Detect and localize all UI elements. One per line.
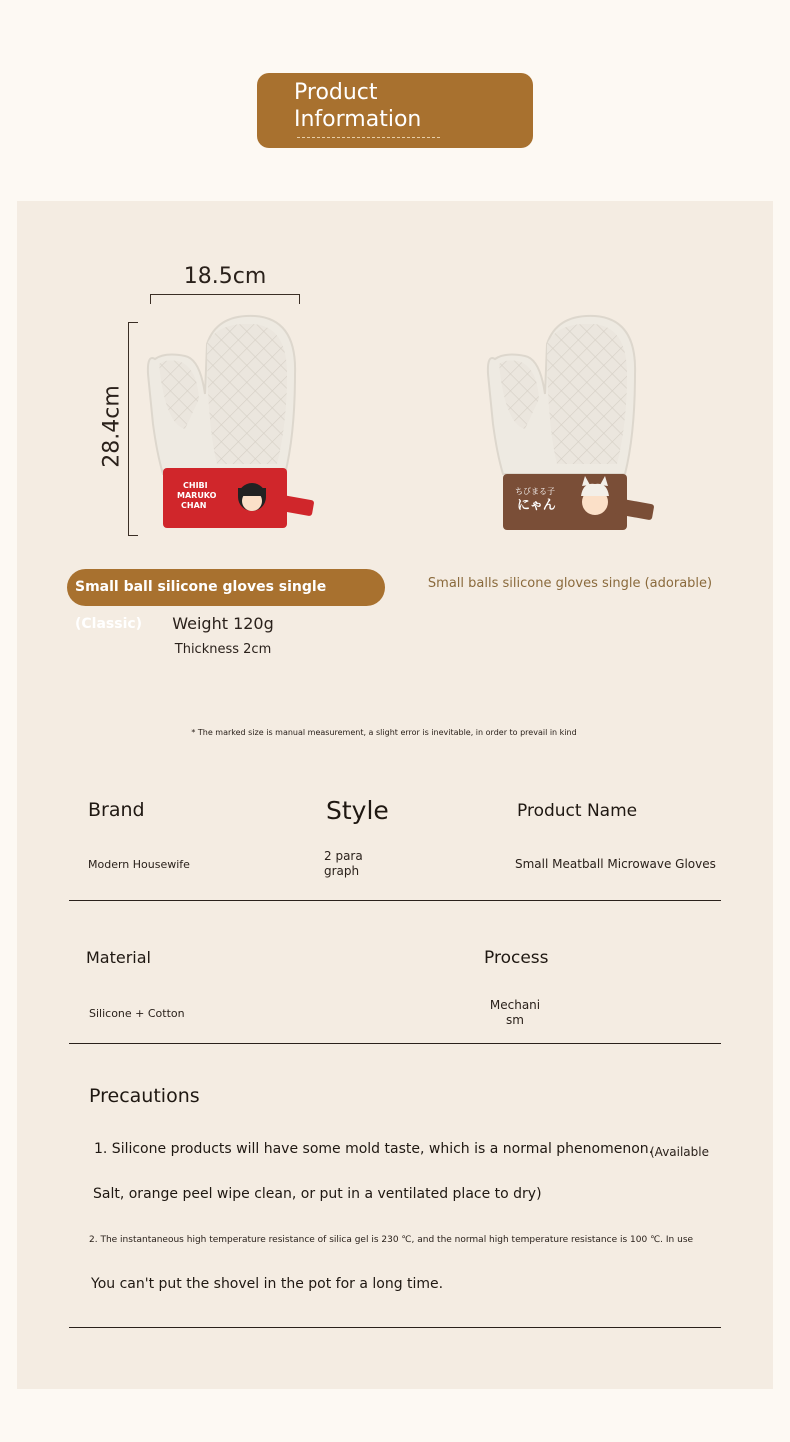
table-divider (69, 1043, 721, 1044)
brand-label: Brand (88, 799, 145, 821)
brand-value: Modern Housewife (88, 858, 190, 871)
process-value: Mechani sm (489, 998, 541, 1027)
glove-classic-image (145, 314, 320, 534)
badge-dashed-underline (297, 137, 440, 138)
svg-text:CHAN: CHAN (181, 501, 207, 510)
precautions-divider (69, 1327, 721, 1328)
product-name-value: Small Meatball Microwave Gloves (515, 857, 716, 871)
height-dimension-label: 28.4cm (99, 385, 125, 468)
thickness-spec: Thickness 2cm (174, 642, 272, 657)
variant-adorable-label: Small balls silicone gloves single (adorable) (427, 576, 713, 591)
precaution-2-line-1: 2. The instantaneous high temperature resistance of silica gel is 230 ℃, and the normal high temperature resistance is 100 ℃. In use (89, 1235, 694, 1245)
precaution-1-line-2: Salt, orange peel wipe clean, or put in a ventilated place to dry) (93, 1186, 542, 1202)
material-label: Material (86, 948, 151, 967)
variant-classic-label: Small ball silicone gloves single (Classic) (67, 569, 385, 606)
measurement-note: * The marked size is manual measurement, a slight error is inevitable, in order to prevail in kind (191, 728, 577, 737)
width-dimension-line (150, 294, 300, 304)
style-label: Style (326, 796, 389, 825)
glove-adorable-image (485, 314, 660, 534)
precaution-1-aside: (Available (650, 1145, 709, 1159)
material-value: Silicone + Cotton (89, 1007, 185, 1020)
svg-text:ちびまる子: ちびまる子 (515, 487, 555, 496)
table-divider (69, 900, 721, 901)
product-name-label: Product Name (517, 801, 638, 821)
process-label: Process (484, 948, 549, 968)
style-value: 2 para graph (324, 849, 363, 878)
precaution-2-line-2: You can't put the shovel in the pot for a long time. (91, 1276, 444, 1292)
weight-spec: Weight 120g (172, 614, 274, 633)
product-information-badge (257, 73, 533, 148)
svg-text:MARUKO: MARUKO (177, 491, 217, 500)
badge-title: Product Information (294, 80, 422, 132)
svg-text:にゃん: にゃん (517, 498, 556, 513)
svg-text:CHIBI: CHIBI (183, 481, 208, 490)
precautions-title: Precautions (89, 1085, 200, 1107)
width-dimension-label: 18.5cm (183, 264, 267, 289)
precaution-1-line-1: 1. Silicone products will have some mold taste, which is a normal phenomenon. (94, 1141, 654, 1157)
height-dimension-line (128, 322, 138, 536)
